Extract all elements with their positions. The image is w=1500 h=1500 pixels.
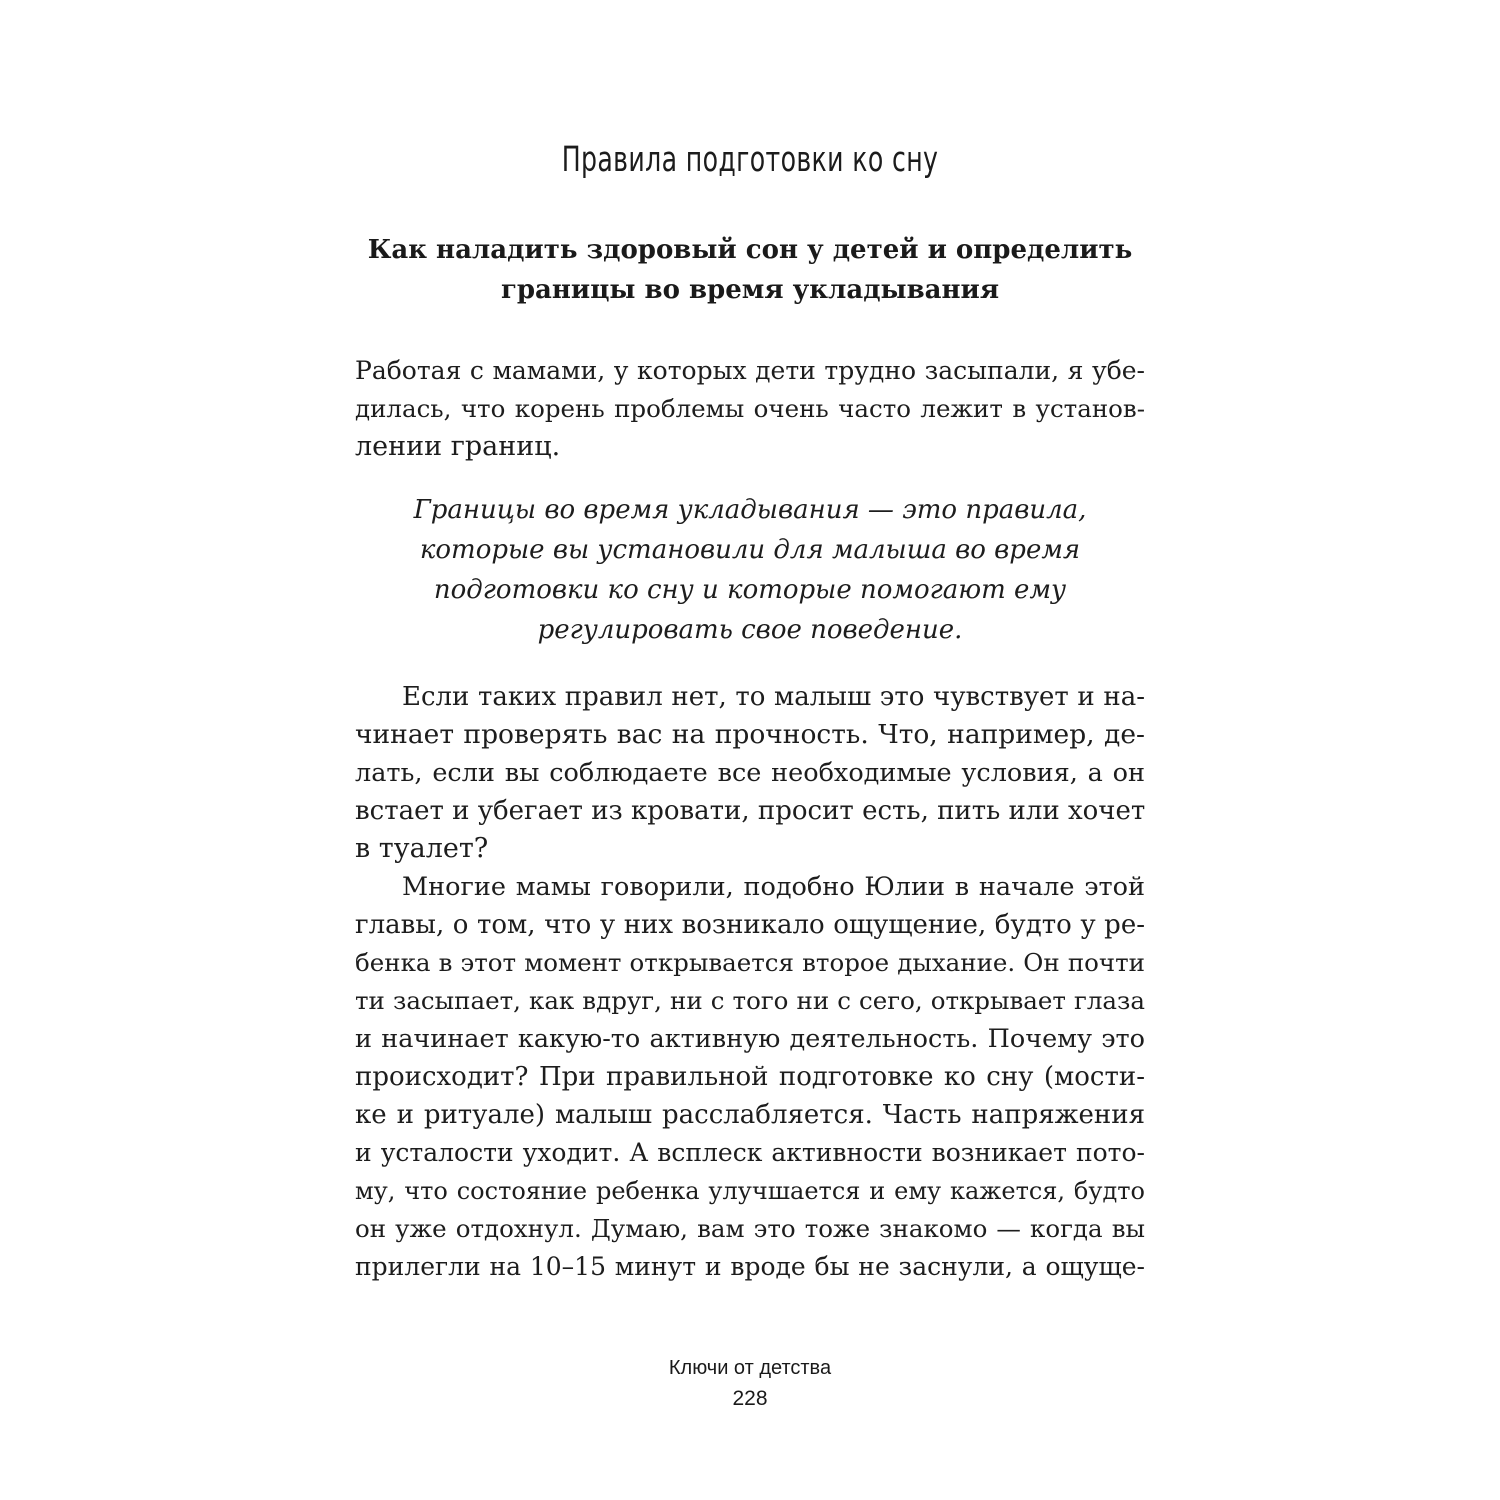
text-line: и усталости уходит. А всплеск активности возникает пото- <box>355 1138 1145 1167</box>
body-paragraph-2 <box>355 868 1145 1286</box>
text-line: Если таких правил нет, то малыш это чувствует и на- <box>402 682 1145 712</box>
running-footer-book-title: Ключи от детства <box>668 1357 832 1379</box>
text-line: и начинает какую-то активную деятельность. Почему это <box>355 1024 1145 1054</box>
text-line: чинает проверять вас на прочность. Что, например, де- <box>355 719 1145 750</box>
intro-paragraph <box>355 352 1145 466</box>
text-line: ке и ритуале) малыш расслабляется. Часть напряжения <box>355 1100 1145 1130</box>
text-line: в туалет? <box>355 833 489 864</box>
section-subtitle <box>355 230 1145 310</box>
text-line: прилегли на 10–15 минут и вроде бы не заснули, а ощуще- <box>355 1252 1145 1281</box>
page-number: 228 <box>732 1387 768 1410</box>
text-line: происходит? При правильной подготовке ко сну (мости- <box>355 1062 1145 1092</box>
quote-line: Границы во время укладывания — это правила, <box>413 495 1087 525</box>
text-line: Многие мамы говорили, подобно Юлии в начале этой <box>402 872 1145 902</box>
quote-line: подготовки ко сну и которые помогают ему <box>433 575 1067 605</box>
text-line: бенка в этот момент открывается второе дыхание. Он почти <box>355 948 1145 977</box>
text-line: му, что состояние ребенка улучшается и ему кажется, будто <box>355 1177 1145 1205</box>
chapter-title: Правила подготовки ко сну <box>561 140 939 180</box>
subtitle-line: границы во время укладывания <box>500 275 1000 305</box>
text-line: ти засыпает, как вдруг, ни с того ни с сего, открывает глаза <box>355 986 1145 1015</box>
text-line: Работая с мамами, у которых дети трудно засыпали, я убе- <box>355 356 1145 385</box>
subtitle-line: Как наладить здоровый сон у детей и определить <box>367 235 1133 265</box>
text-line: встает и убегает из кровати, просит есть, пить или хочет <box>355 796 1146 826</box>
text-line: лении границ. <box>355 431 561 462</box>
body-paragraph-1 <box>355 678 1145 868</box>
quote-line: регулировать свое поведение. <box>537 615 963 645</box>
quote-line: которые вы установили для малыша во время <box>419 535 1081 565</box>
text-line: он уже отдохнул. Думаю, вам это тоже знакомо — когда вы <box>355 1214 1145 1243</box>
text-line: дилась, что корень проблемы очень часто лежит в установ- <box>355 394 1145 423</box>
book-page <box>355 0 1145 1500</box>
text-line: главы, о том, что у них возникало ощущение, будто у ре- <box>355 910 1145 940</box>
text-line: лать, если вы соблюдаете все необходимые условия, а он <box>355 758 1145 788</box>
definition-quote <box>355 490 1145 650</box>
